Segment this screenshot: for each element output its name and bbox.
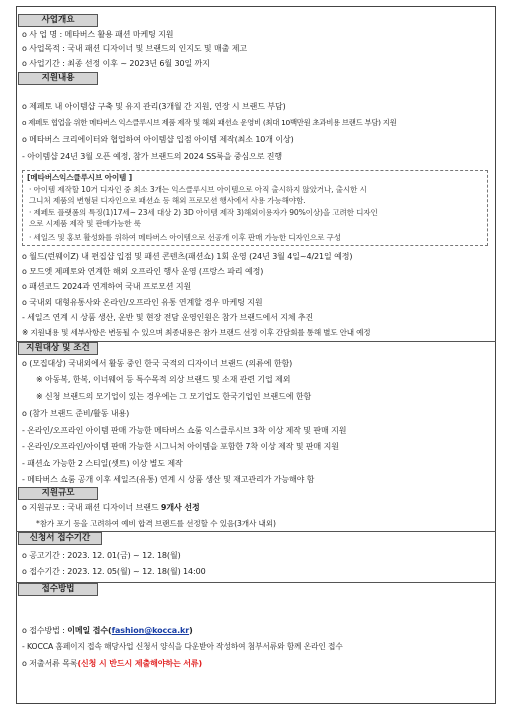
eligibility-line: - 패션쇼 가능한 2 스티일(셋트) 이상 별도 제작: [22, 459, 183, 468]
section-title-support: 지원내용: [18, 72, 98, 85]
eligibility-line: - 온라인/오프라인 아이템 판매 가능한 메타버스 쇼룸 익스클루시브 3착 이상 제작 및 판매 지원: [22, 426, 347, 435]
eligibility-line: - 메타버스 쇼룸 공개 이후 세일즈(유통) 연계 시 상품 생산 및 재고관리가 가능해야 함: [22, 475, 315, 484]
support-line: o 패션코드 2024과 연계하여 국내 프로모션 지원: [22, 282, 192, 291]
eligibility-line: - 온라인/오프라인/아이템 판매 가능한 시그니처 아이템을 포함한 7착 이상 제작 및 판매 지원: [22, 442, 339, 451]
period-line: o 접수기간 : 2023. 12. 05(월) ~ 12. 18(월) 14:00: [22, 567, 206, 576]
method-detail: - KOCCA 홈페이지 접속 해당사업 신청서 양식을 다운받아 작성하여 첨부서류와 함께 온라인 접수: [22, 642, 343, 651]
eligibility-line: ※ 신청 브랜드의 모기업이 있는 경우에는 그 모기업도 한국기업인 브랜드에 한함: [36, 392, 312, 401]
support-line: o 월드(런웨이Z) 내 편집샵 입점 및 패션 콘텐츠(패션쇼) 1회 운영 (24년 3월 4일~4/21일 예정): [22, 252, 353, 261]
support-line: o 제페토 협업을 위한 메타버스 익스클루시브 제품 제작 및 해외 패션쇼 운영비 (최대 10백만원 초과비용 브랜드 부담) 지원: [22, 118, 397, 127]
box-line: · 아이템 제작할 10거 디자인 중 최소 3개는 익스클루시브 아이템으로 아직 출시하지 않았거나, 출시한 시: [29, 185, 367, 194]
period-line: o 공고기간 : 2023. 12. 01(금) ~ 12. 18(월): [22, 551, 181, 560]
box-title: [메타버스익스클루시브 아이템 ]: [27, 173, 133, 182]
section-title-eligibility: 지원대상 및 조건: [18, 342, 98, 355]
scale-note: *참가 포기 등을 고려하여 예비 합격 브랜드를 선정할 수 있음(3개사 내외): [36, 519, 276, 528]
section-title-scale: 지원규모: [18, 487, 98, 500]
scale-text: o 지원규모 : 국내 패션 디자이너 브랜드: [22, 503, 161, 512]
support-line: o 메타버스 크리에이터와 협업하여 아이템샵 입점 아이템 제작(최소 10개 이상): [22, 135, 294, 144]
docs-required-note: (신청 시 반드시 제출해야하는 서류): [77, 659, 203, 668]
exclusive-item-box: [22, 170, 488, 246]
eligibility-line: o (참가 브랜드 준비/활동 내용): [22, 409, 130, 418]
box-line: 으로 시제품 제작 및 판매가능한 룩: [29, 219, 141, 228]
support-note: ※ 지원내용 및 세부사항은 변동될 수 있으며 최종내용은 참가 브랜드 선정 이후 간담회를 통해 별도 안내 예정: [22, 328, 371, 337]
section-title-period: 신청서 접수기간: [18, 532, 102, 545]
section-title-overview: 사업개요: [18, 14, 98, 27]
support-line: - 세일즈 연계 시 상품 생산, 운반 및 현장 전담 운영인원은 참가 브랜드에서 지체 추진: [22, 313, 314, 322]
docs-line: [22, 658, 202, 669]
scale-count: 9개사 선정: [160, 503, 200, 512]
box-line: 그니처 제품의 변형된 디자인으로 패션쇼 등 해외 프로모션 행사에서 사용 가능해야함.: [29, 196, 306, 205]
box-line: · 세일즈 및 홍보 활성화를 위하여 메타버스 아이템으로 선공개 이후 판매 가능한 디자인으로 구성: [29, 233, 341, 242]
support-line: o 제페토 내 아이템샵 구축 및 유지 관리(3개월 간 지원, 연장 시 브랜드 부담): [22, 102, 286, 111]
support-line: o 모드엣 제페토와 연계한 해외 오프라인 행사 운영 (프랑스 파리 예정): [22, 267, 264, 276]
eligibility-line: o (모집대상) 국내외에서 활동 중인 한국 국적의 디자이너 브랜드 (의류에 한함): [22, 359, 293, 368]
box-line: · 제페토 플랫폼의 특징(1)17세~ 23세 대상 2) 3D 아이템 제작 3)해외이용자가 90%이상)을 고려한 디자인: [29, 208, 378, 217]
docs-label: o 저출서류 목록: [22, 659, 78, 668]
method-label: o 접수방법 :: [22, 626, 68, 635]
method-line: [22, 625, 193, 636]
support-line: - 아이템샵 24년 3월 오픈 예정, 참가 브랜드의 2024 SS룩을 중심으로 진행: [22, 152, 283, 161]
method-type: 이메일 접수(: [67, 626, 112, 635]
method-close: ): [189, 626, 193, 635]
overview-line: o 사업목적 : 국내 패션 디자이너 및 브랜드의 인지도 및 매출 제고: [22, 44, 247, 53]
email-link[interactable]: fashion@kocca.kr: [111, 626, 190, 635]
overview-line: o 사 업 명 : 메타버스 활용 패션 마케팅 지원: [22, 30, 174, 39]
scale-line: [22, 502, 200, 513]
support-line: o 국내외 대형유통사와 온라인/오프라인 유통 연계할 경우 마케팅 지원: [22, 298, 263, 307]
section-title-method: 접수방법: [18, 583, 98, 596]
eligibility-line: ※ 아동복, 한복, 이너웨어 등 특수목적 의상 브랜드 및 소재 관련 기업 제외: [36, 375, 291, 384]
overview-line: o 사업기간 : 최종 선정 이후 ~ 2023년 6월 30일 까지: [22, 59, 210, 68]
